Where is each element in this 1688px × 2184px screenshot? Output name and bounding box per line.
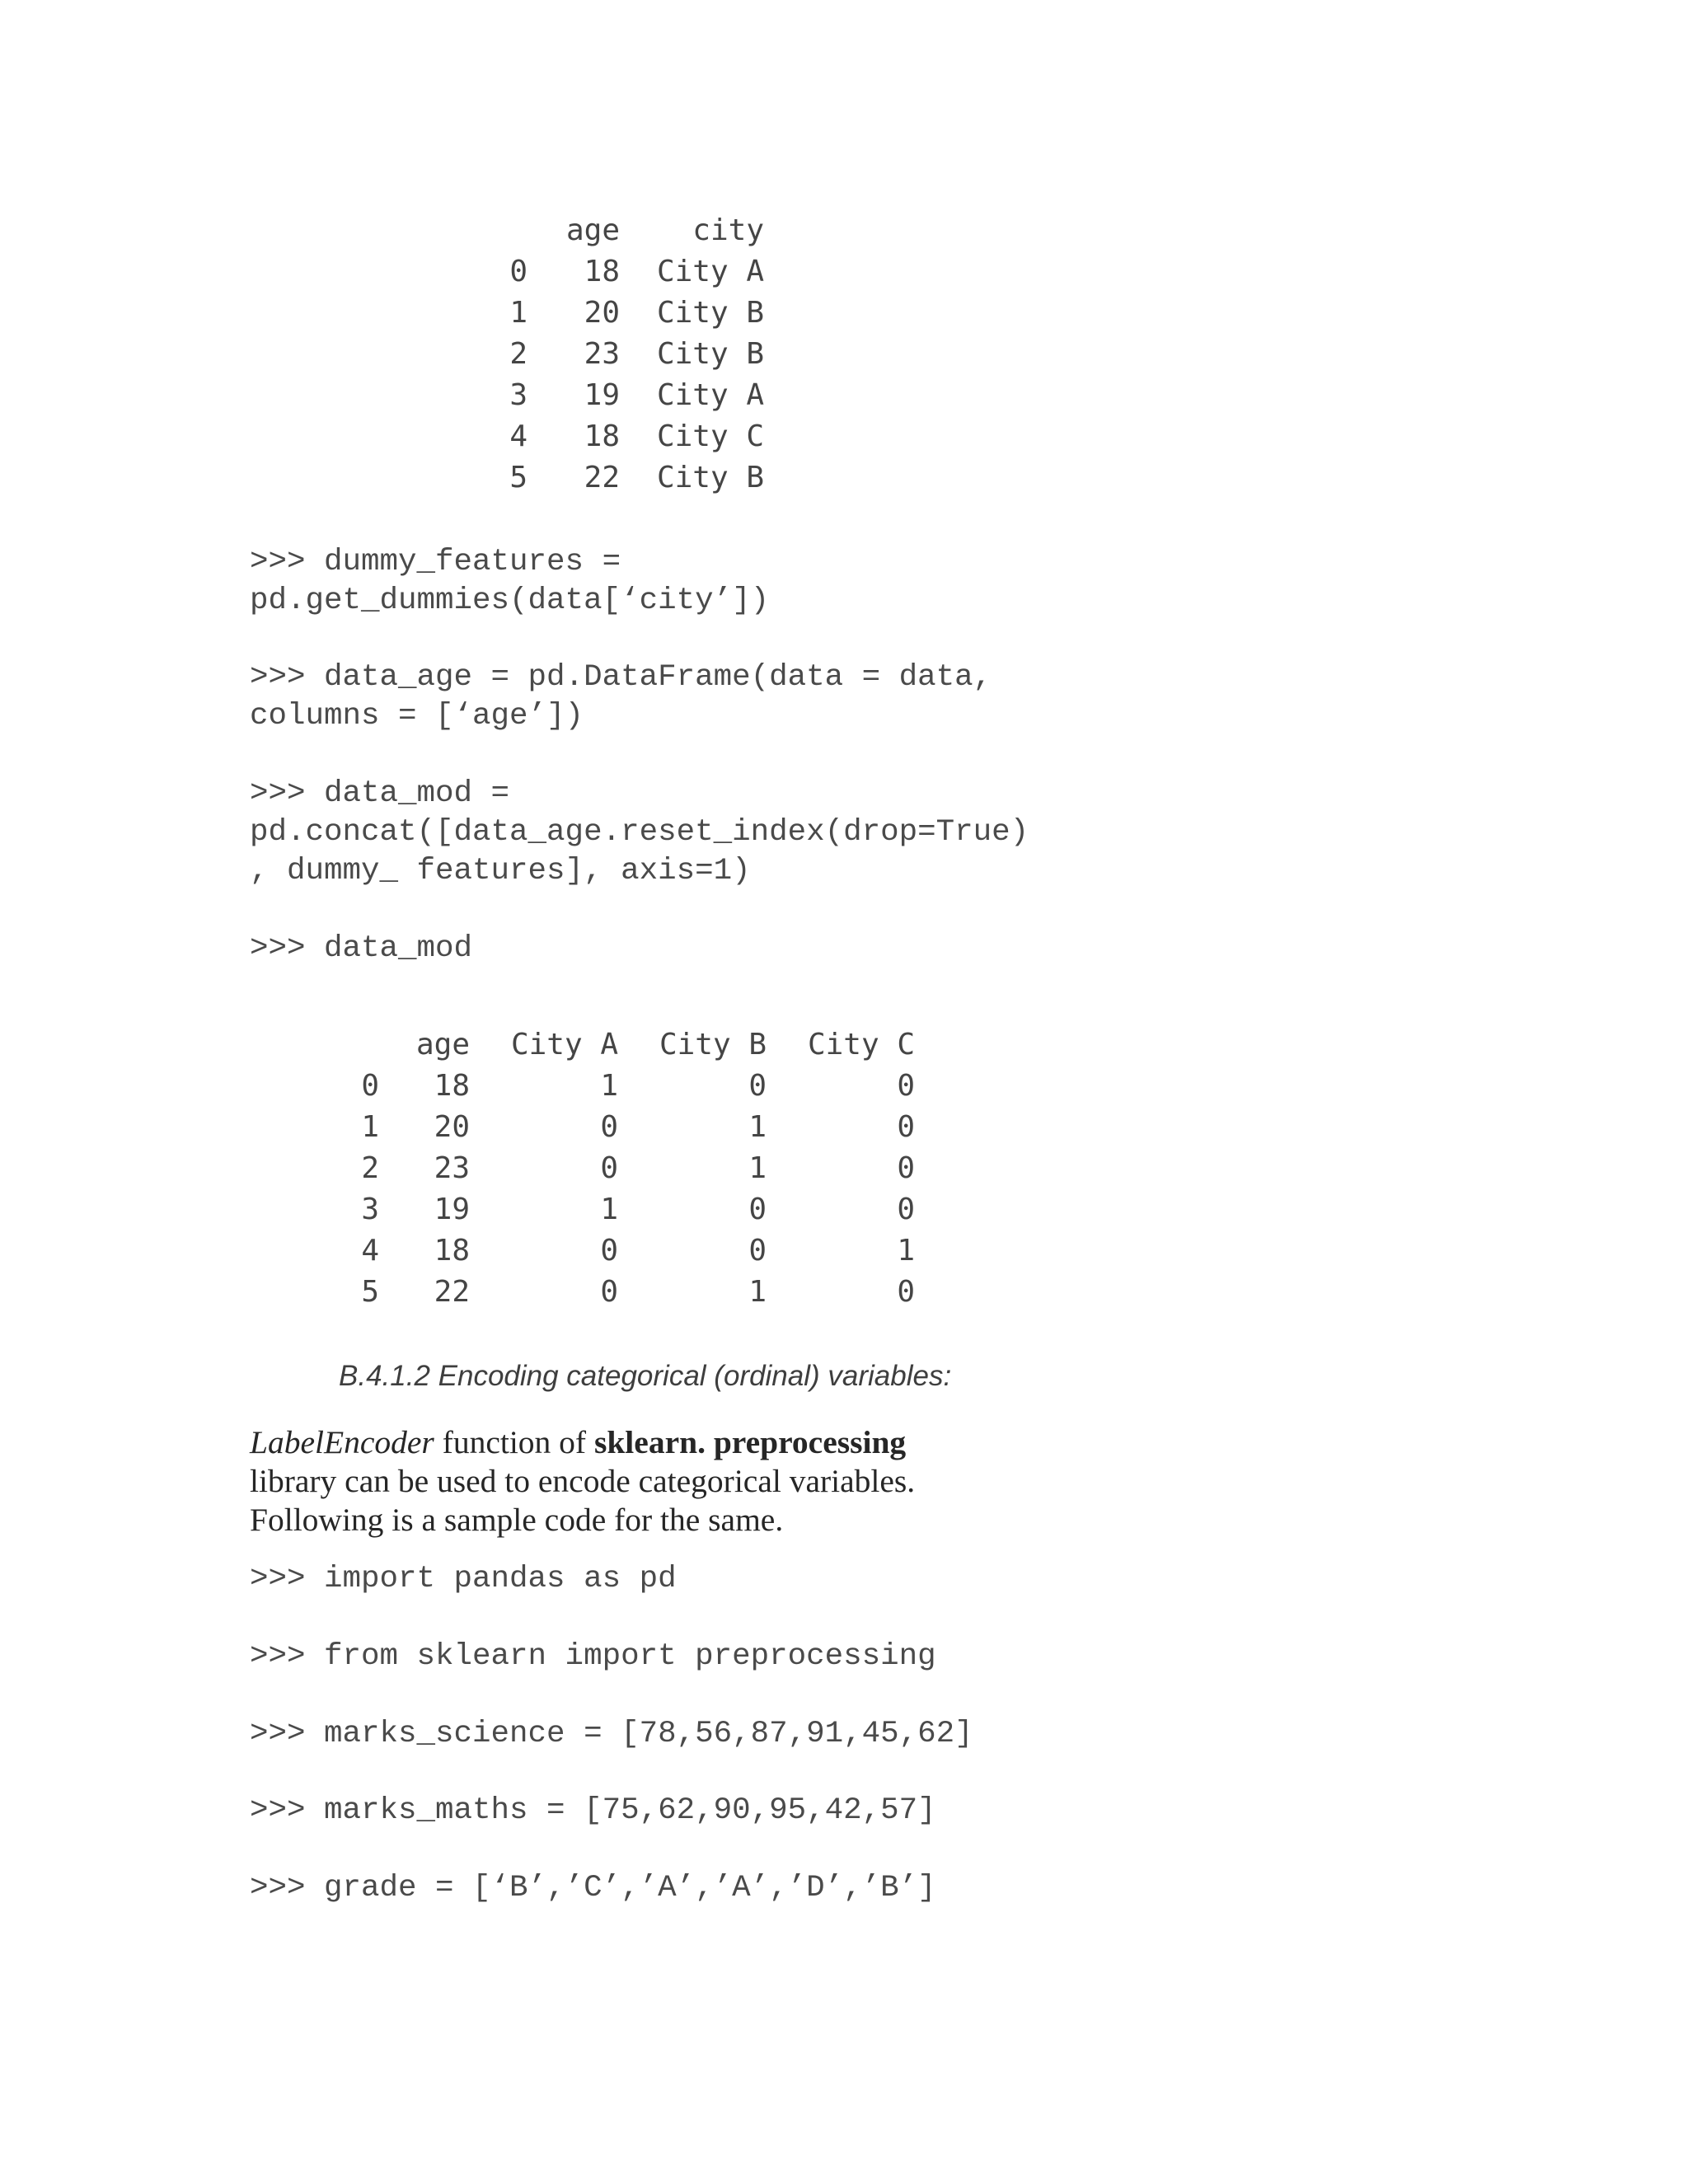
cell-city-c: 0 <box>897 1110 915 1144</box>
cell-city: City A <box>656 255 764 288</box>
cell-city-c: 0 <box>897 1193 915 1226</box>
cell-city: City B <box>656 296 764 330</box>
code-dummy-features-line1: >>> dummy_features = <box>250 545 621 579</box>
function-name: LabelEncoder <box>250 1424 434 1460</box>
column-header-age: age <box>415 1028 470 1062</box>
table-row <box>346 1230 915 1272</box>
cell-city-a: 0 <box>600 1275 618 1309</box>
code-grade: >>> grade = [‘B’,’C’,’A’,’A’,’D’,’B’] <box>250 1871 936 1905</box>
paragraph-text-mid: function of <box>434 1424 594 1460</box>
column-header-age: age <box>565 213 620 247</box>
code-marks-maths: >>> marks_maths = [75,62,90,95,42,57] <box>250 1793 936 1828</box>
row-index: 5 <box>361 1275 379 1309</box>
paragraph-line2: library can be used to encode categorical variables. <box>250 1463 916 1499</box>
section-caption: B.4.1.2 Encoding categorical (ordinal) variables: <box>339 1360 952 1392</box>
cell-city-c: 0 <box>897 1275 915 1309</box>
cell-city-b: 1 <box>748 1151 767 1185</box>
cell-city-b: 1 <box>748 1275 767 1309</box>
cell-age: 22 <box>434 1275 470 1309</box>
code-data-mod-line2: pd.concat([data_age.reset_index(drop=True) <box>250 815 1029 850</box>
cell-city-a: 1 <box>600 1193 618 1226</box>
row-index: 1 <box>361 1110 379 1144</box>
cell-city-b: 0 <box>748 1069 767 1103</box>
cell-age: 18 <box>584 419 620 453</box>
table-row <box>495 457 764 499</box>
code-data-age-line1: >>> data_age = pd.DataFrame(data = data, <box>250 660 992 695</box>
row-index: 4 <box>361 1234 379 1268</box>
table-row <box>346 1272 915 1313</box>
row-index: 3 <box>509 378 528 412</box>
column-header-city-c: City C <box>807 1028 915 1062</box>
row-index: 2 <box>509 337 528 371</box>
column-header-city-b: City B <box>659 1028 767 1062</box>
cell-age: 19 <box>434 1193 470 1226</box>
cell-city: City B <box>656 337 764 371</box>
row-index: 4 <box>509 419 528 453</box>
code-data-age-line2: columns = [‘age’]) <box>250 699 584 733</box>
code-import-pandas: >>> import pandas as pd <box>250 1562 677 1596</box>
table-row <box>495 334 764 375</box>
table-row <box>495 375 764 416</box>
code-dummy-features-line2: pd.get_dummies(data[‘city’]) <box>250 583 770 618</box>
cell-city: City C <box>656 419 764 453</box>
cell-age: 20 <box>584 296 620 330</box>
cell-age: 23 <box>434 1151 470 1185</box>
cell-city: City A <box>656 378 764 412</box>
code-import-preprocessing: >>> from sklearn import preprocessing <box>250 1639 936 1674</box>
table-row <box>346 1066 915 1107</box>
table-row <box>495 416 764 457</box>
row-index: 1 <box>509 296 528 330</box>
cell-age: 23 <box>584 337 620 371</box>
cell-city-b: 0 <box>748 1193 767 1226</box>
code-marks-science: >>> marks_science = [78,56,87,91,45,62] <box>250 1717 973 1751</box>
dataframe-one-hot <box>346 1024 915 1313</box>
row-index: 3 <box>361 1193 379 1226</box>
library-name: sklearn. preprocessing <box>593 1424 907 1460</box>
cell-age: 18 <box>434 1069 470 1103</box>
table-row <box>495 293 764 334</box>
row-index: 5 <box>509 461 528 494</box>
table-row <box>346 1107 915 1148</box>
body-paragraph <box>250 1423 1074 1540</box>
table-row <box>346 1148 915 1189</box>
code-data-mod-line3: , dummy_ features], axis=1) <box>250 854 751 888</box>
table-row <box>495 251 764 293</box>
cell-city-a: 0 <box>600 1110 618 1144</box>
cell-city: City B <box>656 461 764 494</box>
cell-age: 18 <box>584 255 620 288</box>
column-header-index <box>495 210 528 251</box>
column-header-city: city <box>692 213 764 247</box>
cell-city-a: 1 <box>600 1069 618 1103</box>
table-row <box>346 1189 915 1230</box>
table-header-row <box>346 1024 915 1066</box>
row-index: 0 <box>509 255 528 288</box>
row-index: 0 <box>361 1069 379 1103</box>
code-show-data-mod: >>> data_mod <box>250 931 473 966</box>
cell-city-c: 0 <box>897 1069 915 1103</box>
cell-city-b: 1 <box>748 1110 767 1144</box>
row-index: 2 <box>361 1151 379 1185</box>
cell-city-a: 0 <box>600 1234 618 1268</box>
paragraph-line3: Following is a sample code for the same. <box>250 1502 784 1538</box>
dataframe-age-city <box>495 210 764 499</box>
column-header-index <box>346 1024 379 1066</box>
column-header-city-a: City A <box>510 1028 618 1062</box>
table-header-row <box>495 210 764 251</box>
cell-age: 19 <box>584 378 620 412</box>
cell-age: 18 <box>434 1234 470 1268</box>
cell-city-b: 0 <box>748 1234 767 1268</box>
cell-age: 20 <box>434 1110 470 1144</box>
cell-age: 22 <box>584 461 620 494</box>
code-data-mod-line1: >>> data_mod = <box>250 776 510 811</box>
cell-city-a: 0 <box>600 1151 618 1185</box>
cell-city-c: 0 <box>897 1151 915 1185</box>
cell-city-c: 1 <box>897 1234 915 1268</box>
